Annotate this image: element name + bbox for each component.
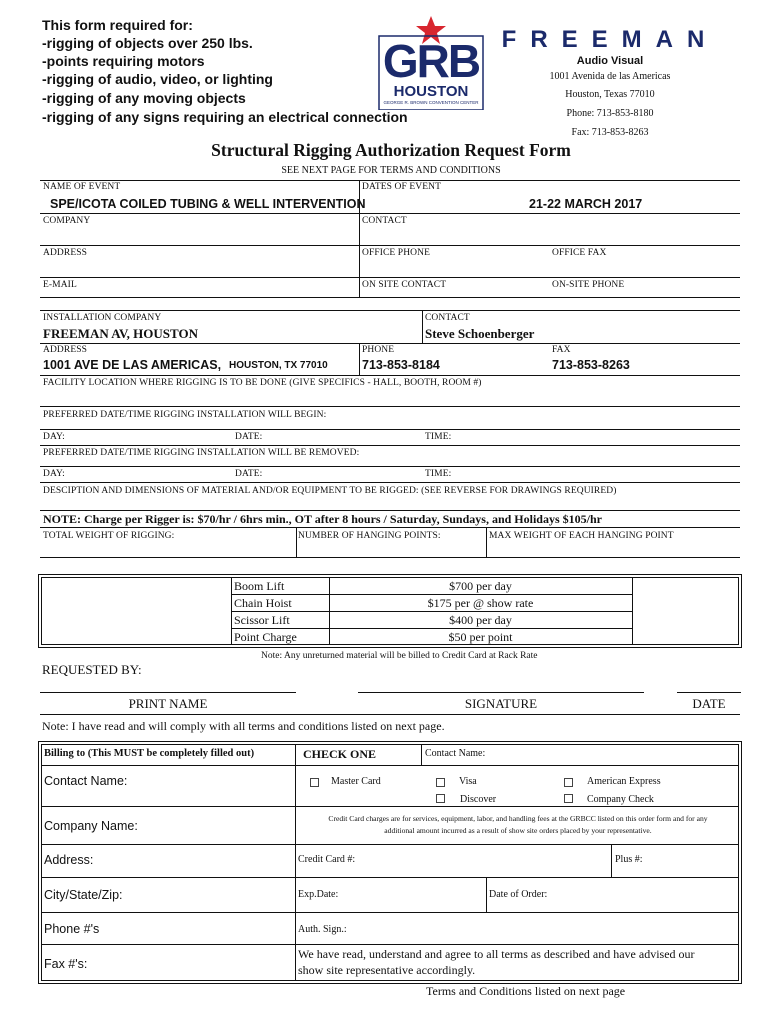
required-item: -rigging of objects over 250 lbs.	[42, 35, 253, 51]
visa-label: Visa	[459, 776, 477, 787]
date-of-order-label[interactable]: Date of Order:	[489, 889, 548, 900]
office-fax-label: OFFICE FAX	[552, 248, 607, 258]
equipment-item: Point Charge	[234, 630, 297, 644]
page-subtitle: SEE NEXT PAGE FOR TERMS AND CONDITIONS	[281, 165, 501, 176]
equipment-price: $50 per point	[448, 630, 513, 644]
company-check-label: Company Check	[587, 794, 654, 805]
billing-header: Billing to (This MUST be completely filled out)	[44, 748, 255, 759]
charge-note: NOTE: Charge per Rigger is: $70/hr / 6hrs min., OT after 8 hours / Saturday, Sundays, and Holidays $105/hr	[43, 512, 602, 526]
equipment-price: $400 per day	[449, 613, 512, 627]
removed-date-label: DATE:	[235, 469, 263, 479]
amex-label: American Express	[587, 776, 661, 787]
credit-card-label[interactable]: Credit Card #:	[298, 854, 356, 865]
billing-contact-name[interactable]: Contact Name:	[44, 774, 128, 788]
master-card-label: Master Card	[331, 776, 381, 787]
install-address-label: ADDRESS	[43, 345, 87, 355]
equipment-item: Scissor Lift	[234, 613, 290, 627]
install-phone-value[interactable]: 713-853-8184	[362, 358, 440, 372]
master-card-checkbox[interactable]	[310, 778, 319, 787]
event-name-label: NAME OF EVENT	[43, 182, 121, 192]
freeman-fax: Fax: 713-853-8263	[571, 127, 649, 138]
install-company-value[interactable]: FREEMAN AV, HOUSTON	[43, 326, 198, 341]
plus-label[interactable]: Plus #:	[615, 854, 643, 865]
auth-sign-label[interactable]: Auth. Sign.:	[298, 924, 347, 935]
install-contact-value[interactable]: Steve Schoenberger	[425, 326, 535, 341]
signature-label: SIGNATURE	[464, 696, 538, 711]
install-address-value[interactable]: 1001 AVE DE LAS AMERICAS,	[43, 358, 222, 372]
check-one-label: CHECK ONE	[303, 747, 377, 761]
install-fax-label: FAX	[552, 345, 571, 355]
email-label: E-MAIL	[43, 280, 77, 290]
onsite-phone-label: ON-SITE PHONE	[552, 280, 625, 290]
description-label: DESCIPTION AND DIMENSIONS OF MATERIAL AND/OR EQUIPMENT TO BE RIGGED: (SEE REVERSE FOR DRAWINGS REQUIRED)	[43, 486, 617, 496]
company-check-checkbox[interactable]	[564, 794, 573, 803]
equipment-item: Boom Lift	[234, 579, 285, 593]
required-item: -rigging of any moving objects	[42, 90, 246, 106]
date-label: DATE	[692, 696, 726, 711]
signature-field[interactable]	[358, 692, 644, 693]
equipment-price: $175 per @ show rate	[427, 596, 534, 610]
requested-by-label: REQUESTED BY:	[42, 662, 142, 677]
begin-time-label: TIME:	[425, 432, 452, 442]
facility-label: FACILITY LOCATION WHERE RIGGING IS TO BE DONE (GIVE SPECIFICS - HALL, BOOTH, ROOM #)	[43, 378, 482, 388]
grb-logo	[378, 14, 484, 110]
install-address-city[interactable]: HOUSTON, TX 77010	[229, 360, 328, 371]
office-phone-label: OFFICE PHONE	[362, 248, 430, 258]
visa-checkbox[interactable]	[436, 778, 445, 787]
freeman-logo: FREEMAN	[501, 26, 719, 53]
print-name-label: PRINT NAME	[128, 696, 208, 711]
billing-phone[interactable]: Phone #'s	[44, 922, 100, 936]
required-item: -rigging of audio, video, or lighting	[42, 71, 273, 87]
grb-city: HOUSTON	[393, 83, 469, 100]
page-title: Structural Rigging Authorization Request Form	[211, 140, 571, 160]
removed-day-label: DAY:	[43, 469, 65, 479]
agree-line-1: We have read, understand and agree to all terms as described and have advised our	[298, 947, 695, 961]
billing-address[interactable]: Address:	[44, 853, 94, 867]
discover-label: Discover	[460, 794, 497, 805]
freeman-address: 1001 Avenida de las Americas	[549, 71, 671, 82]
agree-line-2: show site representative accordingly.	[298, 963, 476, 977]
begin-label: PREFERRED DATE/TIME RIGGING INSTALLATION WILL BEGIN:	[43, 410, 327, 420]
begin-date-label: DATE:	[235, 432, 263, 442]
event-name-value[interactable]: SPE/ICOTA COILED TUBING & WELL INTERVENTION	[50, 197, 366, 211]
required-item: -rigging of any signs requiring an electrical connection	[42, 109, 408, 125]
grb-letters: GRB	[382, 35, 480, 87]
equipment-item: Chain Hoist	[234, 596, 292, 610]
address-label: ADDRESS	[43, 248, 87, 258]
removed-label: PREFERRED DATE/TIME RIGGING INSTALLATION WILL BE REMOVED:	[43, 448, 360, 458]
event-dates-label: DATES OF EVENT	[362, 182, 441, 192]
company-label: COMPANY	[43, 216, 91, 226]
freeman-phone: Phone: 713-853-8180	[566, 108, 654, 119]
contact-label: CONTACT	[362, 216, 407, 226]
required-heading: This form required for:	[42, 17, 193, 33]
install-company-label: INSTALLATION COMPANY	[43, 313, 162, 323]
freeman-city: Houston, Texas 77010	[565, 89, 655, 100]
date-field[interactable]	[677, 692, 741, 693]
print-name-field[interactable]	[40, 692, 296, 693]
grb-subtitle: GEORGE R. BROWN CONVENTION CENTER	[383, 100, 479, 105]
equipment-price: $700 per day	[449, 579, 512, 593]
billing-city-state-zip[interactable]: City/State/Zip:	[44, 888, 123, 902]
billing-fax[interactable]: Fax #'s:	[44, 957, 88, 971]
billing-company-name[interactable]: Company Name:	[44, 819, 138, 833]
hanging-points-label: NUMBER OF HANGING POINTS:	[298, 531, 441, 541]
unreturned-note: Note: Any unreturned material will be billed to Credit Card at Rack Rate	[261, 651, 538, 661]
max-weight-label: MAX WEIGHT OF EACH HANGING POINT	[489, 531, 674, 541]
footer-note: Terms and Conditions listed on next page	[426, 984, 626, 998]
install-contact-label: CONTACT	[425, 313, 470, 323]
onsite-contact-label: ON SITE CONTACT	[362, 280, 447, 290]
cc-note-line-2: additional amount incurred as a result of show site orders placed by your representative.	[384, 826, 652, 835]
cc-note-line-1: Credit Card charges are for services, equipment, labor, and handling fees at the GRBCC listed on this order form and for any	[328, 814, 708, 823]
facility-field[interactable]	[40, 406, 740, 407]
billing-contact-name-label[interactable]: Contact Name:	[425, 748, 486, 759]
install-fax-value[interactable]: 713-853-8263	[552, 358, 630, 372]
total-weight-label: TOTAL WEIGHT OF RIGGING:	[43, 531, 175, 541]
install-phone-label: PHONE	[362, 345, 395, 355]
begin-day-label: DAY:	[43, 432, 65, 442]
exp-date-label[interactable]: Exp.Date:	[298, 889, 339, 900]
discover-checkbox[interactable]	[436, 794, 445, 803]
amex-checkbox[interactable]	[564, 778, 573, 787]
required-item: -points requiring motors	[42, 53, 205, 69]
comply-note: Note: I have read and will comply with all terms and conditions listed on next page.	[42, 719, 445, 733]
event-dates-value[interactable]: 21-22 MARCH 2017	[529, 197, 643, 211]
freeman-division: Audio Visual	[576, 55, 644, 67]
removed-time-label: TIME:	[425, 469, 452, 479]
